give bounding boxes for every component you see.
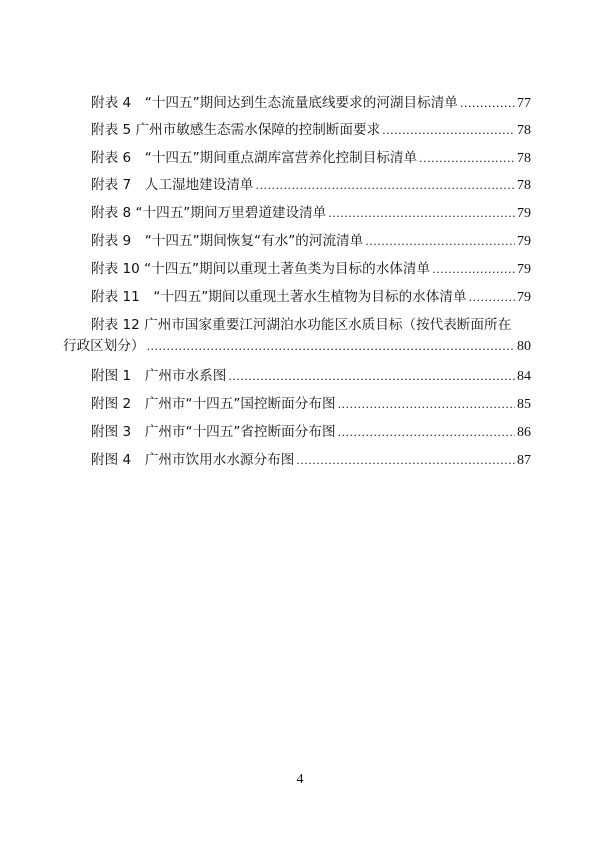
toc-entry-title: 附图 2 广州市“十四五”国控断面分布图 (91, 396, 336, 412)
toc-entry-appendix-table-12-continuation[interactable] (63, 338, 531, 355)
toc-entry-page: 79 (517, 290, 531, 305)
toc-entry-title: 附表 7 人工湿地建设清单 (91, 177, 254, 193)
toc-entry-page: 77 (517, 96, 531, 111)
dot-leader (432, 261, 515, 278)
toc-entry-title: 附表 10 “十四五”期间以重现土著鱼类为目标的水体清单 (91, 261, 431, 277)
dot-leader (338, 424, 515, 441)
toc-entry-page: 84 (517, 369, 531, 384)
toc-entry-title-line1: 附表 12 广州市国家重要江河湖泊水功能区水质目标（按代表断面所在 (91, 317, 512, 333)
toc-entry-appendix-figure-4[interactable] (91, 452, 531, 469)
toc-entry-page: 78 (517, 151, 531, 166)
toc-entry-title: 附表 9 “十四五”期间恢复“有水”的河流清单 (91, 233, 364, 249)
toc-entry-page: 86 (517, 425, 531, 440)
toc-entry-appendix-table-8[interactable] (91, 205, 531, 222)
toc-entry-page: 79 (517, 206, 531, 221)
page-number: 4 (296, 772, 304, 787)
dot-leader (382, 122, 515, 139)
toc-entry-appendix-table-11[interactable] (91, 289, 531, 306)
dot-leader (256, 177, 515, 194)
dot-leader (460, 95, 515, 112)
dot-leader (365, 233, 515, 250)
dot-leader (338, 396, 515, 413)
toc-entry-appendix-figure-1[interactable] (91, 368, 531, 385)
toc-entry-page: 78 (517, 123, 531, 138)
toc-entry-appendix-table-4[interactable] (91, 95, 531, 112)
toc-entry-title: 附图 3 广州市“十四五”省控断面分布图 (91, 424, 336, 440)
toc-entry-page: 87 (517, 453, 531, 468)
toc-entry-title: 附表 4 “十四五”期间达到生态流量底线要求的河湖目标清单 (91, 95, 458, 111)
dot-leader (419, 150, 515, 167)
dot-leader (328, 205, 515, 222)
dot-leader (296, 452, 515, 469)
toc-entry-appendix-table-10[interactable] (91, 261, 531, 278)
toc-entry-title: 附表 11 “十四五”期间以重现土著水生植物为目标的水体清单 (91, 289, 467, 305)
toc-entry-title-line2: 行政区划分） (63, 338, 145, 354)
toc-entry-appendix-table-9[interactable] (91, 233, 531, 250)
toc-entry-appendix-table-5[interactable] (91, 122, 531, 139)
toc-entry-page: 79 (517, 262, 531, 277)
toc-entry-title: 附表 5 广州市敏感生态需水保障的控制断面要求 (91, 122, 381, 138)
toc-entry-title: 附表 8 “十四五”期间万里碧道建设清单 (91, 205, 327, 221)
toc-entry-page: 79 (517, 234, 531, 249)
toc-entry-appendix-figure-2[interactable] (91, 396, 531, 413)
toc-entry-title: 附表 6 “十四五”期间重点湖库富营养化控制目标清单 (91, 150, 418, 166)
toc-entry-title: 附图 1 广州市水系图 (91, 368, 227, 384)
toc-entry-page: 85 (517, 397, 531, 412)
toc-entry-page: 78 (517, 178, 531, 193)
toc-entry-title: 附图 4 广州市饮用水水源分布图 (91, 452, 295, 468)
dot-leader (228, 368, 515, 385)
dot-leader (147, 338, 515, 355)
toc-entry-appendix-table-7[interactable] (91, 177, 531, 194)
toc-entry-appendix-table-12[interactable] (91, 317, 531, 334)
dot-leader (469, 289, 515, 306)
toc-entry-appendix-figure-3[interactable] (91, 424, 531, 441)
toc-entry-page: 80 (517, 339, 531, 354)
toc-entry-appendix-table-6[interactable] (91, 150, 531, 167)
